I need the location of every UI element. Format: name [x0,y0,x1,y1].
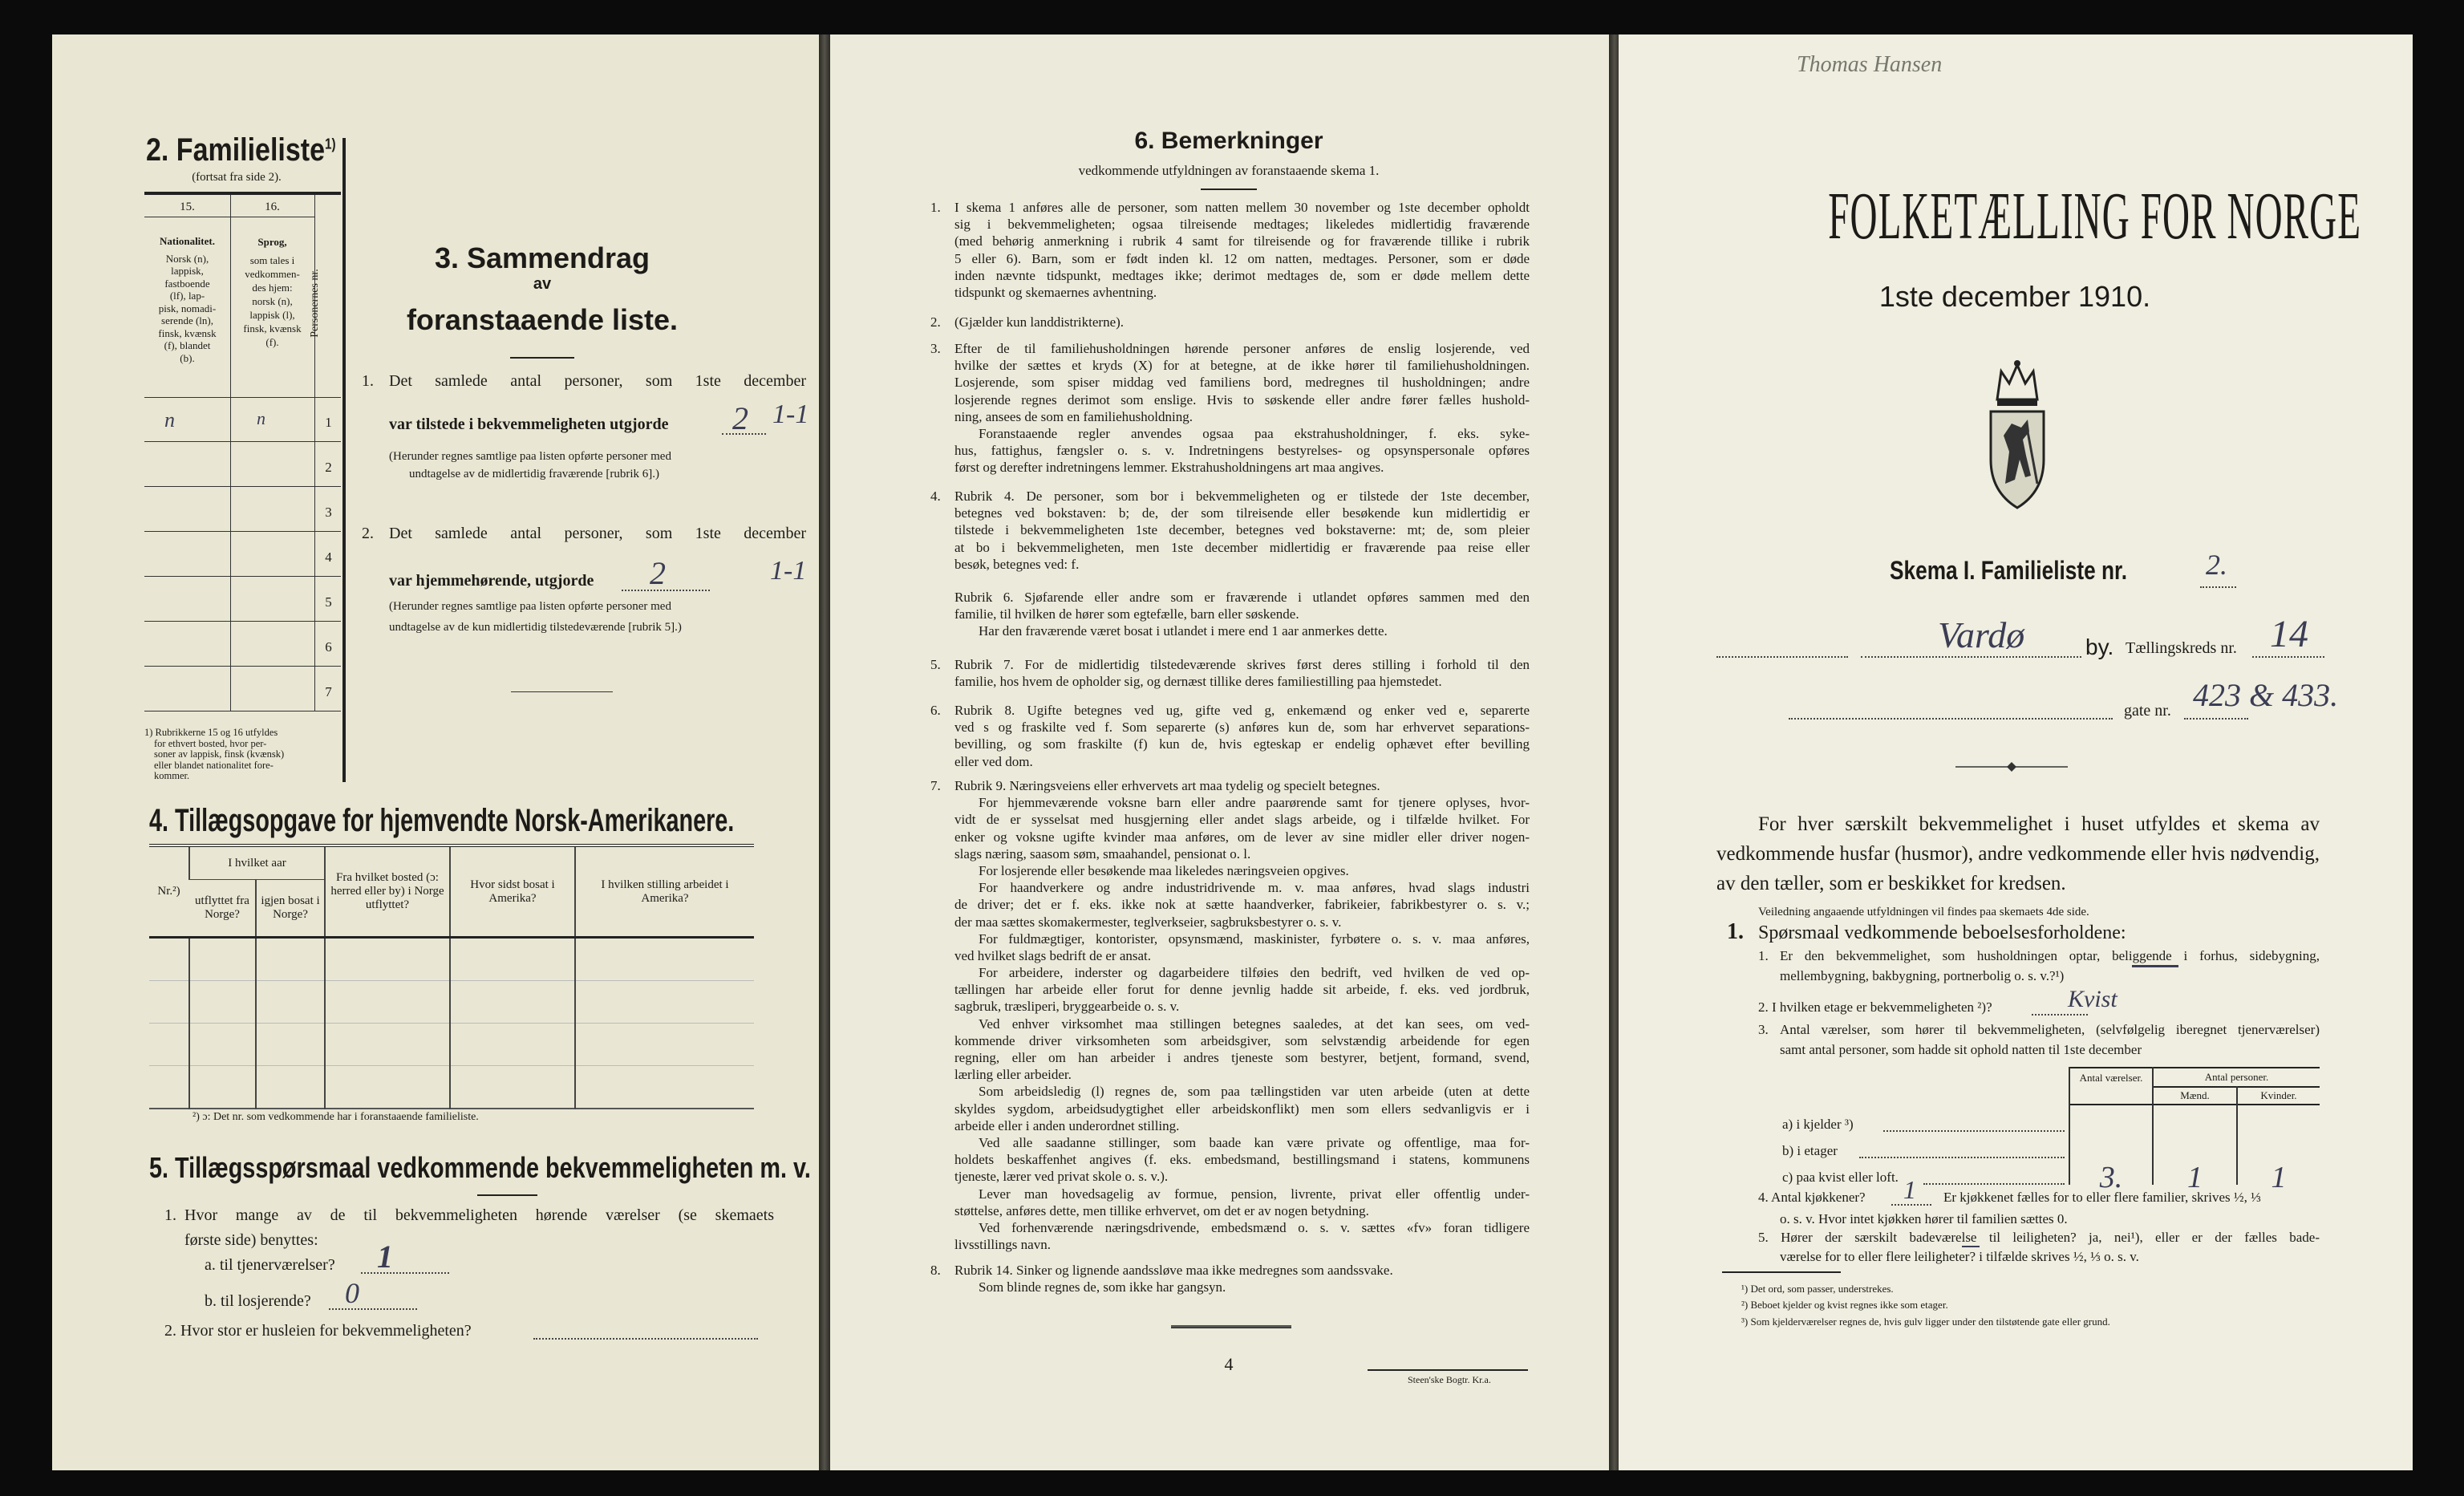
col-bosted: Fra hvilket bosted (ɔ: herred eller by) i Norge utflyttet? [325,845,450,938]
remark-line: tilstede i bekvemmeligheten 1ste december, betegnes ved bokstaverne: mt; de, som pleier [954,522,1530,538]
col-women: Kvinder. [2260,1089,2297,1101]
remark-line: Ved forhenværende næringsdrivende, embedsmænd o. s. v. sættes «fv» foran tidligere [979,1219,1530,1235]
person-nr: 2 [325,460,332,475]
remark-line: familie, til hvilken de hører som egtefælle, barn eller søskende. [954,606,1299,622]
col-sidst: Hvor sidst bosat i Amerika? [450,845,575,938]
remark-line: regning, eller om han arbeider i andres tjeneste som bestyrer, betjent, formand, svend, [954,1050,1530,1065]
remark-number: 6. [930,703,941,718]
remark-line: Har den fraværende været bosat i utlandet i mere end 1 aar anmerkes dette. [979,623,1388,639]
section-title: Spørsmaal vedkommende beboelsesforholdene: [1758,922,2126,943]
page-number: 4 [1224,1354,1234,1374]
men-value: 1 [2187,1161,2203,1194]
remark-line: Foranstaaende regler anvendes ogsaa paa ekstrahusholdninger, f. eks. syke- [979,425,1530,441]
familieliste-title [146,132,369,168]
question-number: 3. [1758,1022,1769,1037]
q2-label: 2. I hvilken etage er bekvemmeligheten ²)? [1758,999,1992,1015]
handwritten-underline-nei [1962,1246,1980,1247]
fill-line [533,1338,758,1340]
gate-label: gate nr. [2124,702,2171,720]
remark-line: Som blinde regnes de, som ikke har gangsyn. [979,1279,1226,1295]
col-igjen: igjen bosat i Norge? [256,880,325,938]
remark-line: Rubrik 8. Ugifte betegnes ved ug, gifte ved g, enkemænd og enker ved e, separerte [954,703,1530,718]
tillaeg4-table [149,844,754,1109]
person-nr: 7 [325,684,332,699]
fill-line [1861,656,2081,658]
fill-line [1859,1157,2065,1158]
divider [477,1194,537,1196]
sprog-header-line: finsk, kvænsk [243,322,302,334]
nationalitet-header [144,235,230,364]
tilstede-label: var tilstede i bekvemmeligheten utgjorde [389,416,669,433]
footnote: ³) Som kjelderværelser regnes de, hvis gulv ligger under den tilstøtende gate eller grund. [1741,1316,2110,1328]
tillaeg5-title [149,1151,821,1185]
tillaeg4-title-text: 4. Tillægsopgave for hjemvendte Norsk-Amerikanere. [149,803,735,838]
tilstede-split: 1-1 [772,399,809,429]
bemerkninger-subtitle: vedkommende utfyldningen av foranstaaende skema 1. [1078,163,1380,178]
person-nr: 3 [325,505,332,520]
remark-line: For haandverkere og andre industridrivende m. v. maa anføres, hvad slags industri [979,880,1530,896]
by-label: by. [2085,634,2114,659]
q2-label: 2. Hvor stor er husleien for bekvemmeligheten? [164,1322,472,1340]
divider [1201,189,1257,190]
q4-label: 4. Antal kjøkkener? [1758,1190,1866,1205]
nationalitet-header-line: Norsk (n), [165,252,209,265]
item1-line2 [389,416,668,434]
question-number: 1. [1758,948,1769,963]
remark-line: at bo i bekvemmeligheten, men 1ste december midlertidig er fraværende paa reise eller [954,539,1530,555]
q1-text: Hvor mange av de til bekvemmeligheten hørende værelser (se skemaets [184,1206,774,1224]
remark-item [930,1262,1532,1295]
page-middle [830,34,1610,1470]
remark-line: besøk, betegnes ved: f. [954,556,1080,572]
remark-line: tællingen har arbeide eller forut for denne jevnlig hadde sit arbeide, f. eks. ved jordbruk, [954,982,1530,998]
row-rule [144,486,341,487]
remark-number: 3. [930,341,941,356]
remark-line: slags næring, saasom søm, smaahandel, pensionat o. l. [954,845,1251,862]
women-value: 1 [2271,1161,2287,1194]
familieliste-subtitle: (fortsat fra side 2). [192,171,282,184]
tillaeg4-footnote: ²) ɔ: Det nr. som vedkommende har i foranstaaende familieliste. [192,1111,479,1123]
table-row [149,1024,754,1066]
remark-line: losjerende regnes derimot som enslige. Hvis to søskende eller andre fører fælles hushold- [954,391,1530,407]
footnote-line: kommer. [154,770,190,781]
person-nr: 1 [325,415,332,430]
person-nr: 5 [325,594,332,610]
row-rule [144,531,341,532]
veiledning-note: Veiledning angaaende utfyldningen vil findes paa skemaets 4de side. [1758,906,2089,918]
bemerkninger-title: 6. Bemerkninger [1134,128,1323,154]
remark-line: støttelse, anføres dette, men tillike erhvervet, om det er av nogen betydning. [954,1202,1369,1218]
table-rule [2069,1104,2320,1105]
remark-line: hvilke der sættes et kryds (X) for at betegne, at de ikke hører til familiehusholdningen. [954,358,1530,374]
etage-value[interactable]: Kvist [2068,986,2118,1012]
remark-number: 2. [930,314,941,330]
hjemmehorende-label: var hjemmehørende, utgjorde [389,572,594,590]
page-gutter [819,34,830,1470]
ornament-divider-icon [1955,761,2068,772]
page-right [1619,34,2413,1470]
remark-line: Som arbeidsledig (l) regnes de, som paa tællingstiden var uten arbeide (uten at dette [979,1084,1530,1100]
remark-item [930,702,1532,770]
nationalitet-cell: n [164,408,175,432]
col-men: Mænd. [2180,1089,2210,1101]
gate-value[interactable]: 423 & 433. [2193,677,2339,713]
remark-line: bevilling, og som fraskilte (f) kun de, hvis egteskap er endelig ophævet efter bevilling [954,736,1530,752]
remark-line: inden nævnte tidspunkt, medtages ikke; derimot medtages de, som er døde mellem dette [954,267,1530,283]
remark-line: Rubrik 6. Sjøfarende eller andre som er fraværende i utlandet opføres sammen med den [954,590,1530,605]
nationalitet-header-line: pisk, nomadi- [158,302,217,314]
row-label: a) i kjelder ³) [1782,1117,1854,1132]
q1-text: første side) benyttes: [184,1231,318,1249]
remark-number: 7. [930,778,941,793]
remark-line: lærling eller arbeider. [954,1067,1072,1083]
fill-line [2200,586,2236,588]
remark-line: kommende driver virksomheten som arbeidsgiver, som selvstændig arbeidende for egen [954,1032,1530,1048]
table-top-rule [144,192,341,195]
nationalitet-header-line: serende (ln), [161,314,213,326]
q4-text: o. s. v. Hvor intet kjøkken hører til familien sættes 0. [1780,1211,2068,1226]
tillaeg5-title-text: 5. Tillægsspørsmaal vedkommende bekvemmeligheten m. v. [149,1151,811,1184]
skema-label: Skema I. Familieliste nr. [1890,556,2128,585]
handwritten-underline-forhus [2132,965,2178,967]
sprog-header-line: (f). [265,336,279,348]
item-number: 1. [362,372,374,390]
remark-line: de driver; det er f. eks. ikke nok at sætte haandverker, fabrikeier, fabrikbestyrer o. s. v.; [954,897,1530,913]
sprog-header-line: des hjem: [252,282,293,294]
nationalitet-header-line: (b). [180,351,195,364]
sprog-header-line: vedkommen- [245,268,300,280]
header-rule [144,397,341,398]
row-label: b) i etager [1782,1143,1838,1158]
remark-line: Ved enhver virksomhet maa stillingen betegnes saaledes, at det kan sees, om ved- [979,1016,1530,1032]
fill-line [1883,1130,2065,1132]
remark-item [930,589,1532,640]
remark-line: først og derefter indretningens lemmer. Ekstrahusholdningens art maa angives. [954,460,1384,476]
remark-line: For hjemmeværende voksne barn eller andre paarørende samt for tjenere oplyses, hvor- [979,795,1530,811]
remark-line: familie, hos hvem de opholder sig, og dernæst tillike deres familiestilling paa hjemstedet. [954,674,1442,690]
nationalitet-header-line: (lf), lap- [169,290,205,302]
item2-note: undtagelse av de kun midlertidig tilstedeværende [rubrik 5].) [389,621,682,634]
hjemmehorende-value[interactable]: 2 [650,555,666,591]
nationalitet-title: Nationalitet. [160,235,215,247]
qa-label: a. til tjenerværelser? [205,1256,335,1274]
remark-line: tidspunkt og skemaernes avhentning. [954,284,1157,300]
main-title-text: FOLKETÆLLING FOR NORGE [1828,179,2362,253]
section-number: 1. [1727,919,1744,944]
main-title [1619,177,2413,255]
remark-line: For losjerende eller besøkende maa likeledes næringsveien opgives. [979,862,1349,878]
familieliste-nr-value[interactable]: 2. [2206,549,2227,581]
by-value[interactable]: Vardø [1938,614,2025,655]
remark-line: ved hvilket slags bedrift de er ansat. [954,947,1152,963]
nationalitet-header-line: finsk, kvænsk [158,326,217,339]
item1-note: (Herunder regnes samtlige paa listen opførte personer med [389,450,671,463]
remark-line: Rubrik 7. For de midlertidig tilstedeværende skrives først deres stilling i forhold til den [954,657,1530,672]
fill-line [1789,718,2113,720]
q5-text: værelse for to eller flere leiligheter? i tilfælde skrives ½, ⅓ o. s. v. [1780,1249,2139,1264]
remark-line: Efter de til familiehusholdningen hørende personer anføres de enslig losjerende, ved [954,341,1530,356]
item1-note: undtagelse av de midlertidig fraværende [rubrik 6].) [409,468,659,480]
row-rule [144,666,341,667]
row-rule [144,441,341,442]
remark-line: I skema 1 anføres alle de personer, som natten mellem 30 november og 1ste december opholdt [954,200,1530,215]
item-number: 2. [362,525,374,542]
remark-number: 8. [930,1263,941,1278]
footnote: ¹) Det ord, som passer, understrekes. [1741,1283,1894,1295]
familieliste-footnote [144,728,284,782]
skema-line [1890,556,2179,586]
sammendrag-av: av [533,275,552,293]
remark-line: (med behørig anmerkning i rubrik 4 samt for tilreisende og for fraværende tillike i rubrik [954,233,1530,249]
row-rule [144,621,341,622]
remark-line: ning, ansees de som en familiehusholdning. [954,408,1193,424]
col-stilling: I hvilken stilling arbeidet i Amerika? [575,845,754,938]
familieliste-title-text: 2. Familieliste [146,132,325,168]
footnote-line: eller blandet nationalitet fore- [154,759,274,771]
remark-number: 5. [930,657,941,672]
row-rule [144,576,341,577]
remark-line: Rubrik 9. Næringsveiens eller erhvervets art maa tydelig og specielt betegnes. [954,778,1380,793]
remark-item [930,199,1532,301]
sprog-cell: n [257,408,265,428]
kjokken-value[interactable]: 1 [1903,1175,1916,1204]
fill-line [329,1308,417,1310]
hjemmehorende-split: 1-1 [770,556,807,586]
col-16-number: 16. [265,201,280,213]
coat-of-arms-icon [1981,355,2053,512]
table-rule [2069,1067,2320,1068]
q1-text: mellembygning, bakbygning, portnerbolig o. s. v.?¹) [1780,968,2065,983]
qa-value[interactable]: 1 [377,1239,393,1275]
remark-line: holdets beskaffenhet angives (f. eks. embedsmand, bestillingsmand i statens, kommunens [954,1152,1530,1168]
q4-text: Er kjøkkenet fælles for to eller flere familier, skrives ½, ⅓ [1943,1190,2261,1205]
remark-item [930,777,1532,1253]
fill-line [2184,718,2248,720]
item2-line2 [389,572,594,590]
table-row [149,981,754,1024]
footnote-line: for ethvert bosted, hvor per- [154,737,267,749]
qb-label: b. til losjerende? [205,1292,311,1310]
remark-line: ved s og fraskilte ved f. Som separerte (s) anføres kun de, som har erhvervet separations- [954,720,1530,736]
remark-item [930,314,1532,330]
q3-text: samt antal personer, som hadde sit ophold natten til 1ste december [1780,1042,2142,1057]
person-nr: 6 [325,639,332,655]
census-date: 1ste december 1910. [1878,280,2151,313]
remark-line: 5 eller 6). Barn, som er født inden kl. 12 om natten, medtages. Personer, som er døde [954,250,1530,266]
tilstede-value[interactable]: 2 [732,400,748,436]
fill-line [361,1272,449,1274]
q5-text: 5. Hører der særskilt badeværelse til leiligheten? ja, nei¹), eller er der fælles bade- [1758,1230,2320,1245]
printer-credit: Steen'ske Bogtr. Kr.a. [1408,1374,1491,1385]
fill-line [2252,656,2324,658]
sprog-title: Sprog, [257,236,287,248]
kreds-value[interactable]: 14 [2270,613,2308,655]
sammendrag-subtitle: foranstaaende liste. [406,303,679,336]
nationalitet-header-line: (f), blandet [164,339,211,351]
item2-note: (Herunder regnes samtlige paa listen opførte personer med [389,600,671,613]
tillaeg4-title [149,803,821,839]
person-nr: 4 [325,549,332,565]
sprog-header [230,235,314,349]
col-utflyttet: utflyttet fra Norge? [195,894,249,921]
table-row [149,938,754,981]
q3-text: Antal værelser, som hører til bekvemmeligheten, (selvfølgelig iberegnet tjenerværelser) [1780,1022,2320,1037]
footnote-line: soner av lappisk, finsk (kvænsk) [154,748,285,760]
question-number: 1. [164,1206,176,1224]
remark-line: betegnes ved bokstaven: b; de, der som tilreisende eller besøkende kun midlertidig er [954,505,1530,521]
col-persons: Antal personer. [2204,1071,2269,1083]
fill-line [1716,656,1848,658]
divider [1171,1325,1291,1328]
qb-value[interactable]: 0 [345,1277,359,1309]
remark-line: hus, fattighus, fængsler o. s. v. Indretningens bestyrelses- og opsynspersonale opføres [954,443,1530,459]
fill-line [1923,1183,2065,1185]
sammendrag-title: 3. Sammendrag [434,241,650,274]
footnote: ²) Beboet kjelder og kvist regnes ikke som etager. [1741,1299,1948,1311]
remark-line: der maa sættes skomakermester, teglverkseier, sagbruksbestyrer o. s. v. [954,914,1342,930]
remark-item [930,656,1532,690]
remark-line: Rubrik 14. Sinker og lignende aandssløve maa ikke medregnes som aandssvake. [954,1263,1393,1278]
q1-text: Er den bekvemmelighet, som husholdningen optar, beliggende i forhus, sidebygning, [1780,948,2320,963]
remark-line: eller ved dom. [954,753,1033,769]
col-15-number: 15. [180,201,195,213]
remark-item [930,340,1532,476]
remark-line: tjeneste, lærer ved privat skole o. s. v.). [954,1169,1169,1185]
remark-line: skyldes sygdom, arbeidsudygtighet eller arbeidskonflikt) men som ellers sedvanligvis er i [954,1101,1530,1117]
remark-line: sig i bekvemmeligheten; ogsaa tilreisende medtages; likeledes midlertidig fraværende [954,217,1530,233]
remark-line: For arbeidere, inderster og dagarbeidere tilføies den bedrift, ved hvilken de ved op- [979,965,1530,981]
remark-number: 1. [930,200,941,215]
col-rooms: Antal værelser. [2079,1072,2143,1084]
col-nr: Nr.²) [157,885,180,898]
heavy-divider [342,138,346,782]
remark-line: Lever man hovedsagelig av formue, pension, livrente, privat eller offentlig under- [979,1186,1530,1202]
divider [1722,1271,1841,1273]
row-rule [144,711,341,712]
divider [511,691,613,692]
sprog-header-line: lappisk (l), [249,309,295,321]
col-year: I hvilket aar [189,845,325,880]
kreds-label: Tællingskreds nr. [2126,639,2237,657]
row-label: c) paa kvist eller loft. [1782,1170,1899,1185]
remark-line: enker og voksne ugifte kvinder maa anføres, om de lever av sine midler eller driver nogen- [954,829,1530,845]
item2-text: Det samlede antal personer, som 1ste december [389,525,806,542]
nationalitet-header-line: lappisk, [171,265,204,277]
divider [510,357,574,359]
remark-line: vidt de er sysselsat med husgjerning eller andet slags arbeide, og i tilfælde hvilket. For [954,812,1530,828]
remark-line: Ved alle saadanne stillinger, som baade kan være private og offentlige, maa for- [979,1134,1530,1150]
remark-line: Losjerende, som spiser middag ved familiens bord, medregnes til husholdningen; andre [954,375,1530,391]
page-left [52,34,821,1470]
footnote-line: 1) Rubrikkerne 15 og 16 utfyldes [144,727,278,738]
remark-line: (Gjælder kun landdistrikterne). [954,314,1125,330]
personernes-nr-header: Personernes nr. [309,269,321,338]
nationalitet-header-line: fastboende [164,277,210,290]
fill-line [2032,1014,2088,1016]
remark-number: 4. [930,489,941,504]
sprog-header-line: norsk (n), [252,295,293,307]
rooms-value: 3. [2099,1161,2123,1194]
divider [1368,1369,1528,1371]
remark-line: Rubrik 4. De personer, som bor i bekvemmeligheten og er tilstede der 1ste december, [954,489,1530,504]
table-row [149,1066,754,1109]
remark-line: For fuldmægtiger, kontorister, opsynsmænd, maskinister, fyrbøtere o. s. v. maa anføres, [979,930,1530,947]
remark-line: livsstillings navn. [954,1237,1051,1253]
remark-line: arbeide eller i anden underordnet stilling. [954,1117,1180,1133]
item1-text: Det samlede antal personer, som 1ste december [389,372,806,390]
fill-line [622,590,710,591]
footnote-marker: 1) [324,136,336,152]
intro-paragraph: For hver særskilt bekvemmelighet i huset utfyldes et skema av vedkommende husfar (husmor), andre vedkommende eller hvis nødvendig, av den tæller, som er beskikket for kredsen. [1716,813,2320,894]
signature: Thomas Hansen [1797,52,1943,77]
sprog-header-line: som tales i [249,254,295,266]
remark-item [930,488,1532,573]
remark-line: sagbruk, træsliperi, bryggearbeide o. s. v. [954,999,1180,1015]
